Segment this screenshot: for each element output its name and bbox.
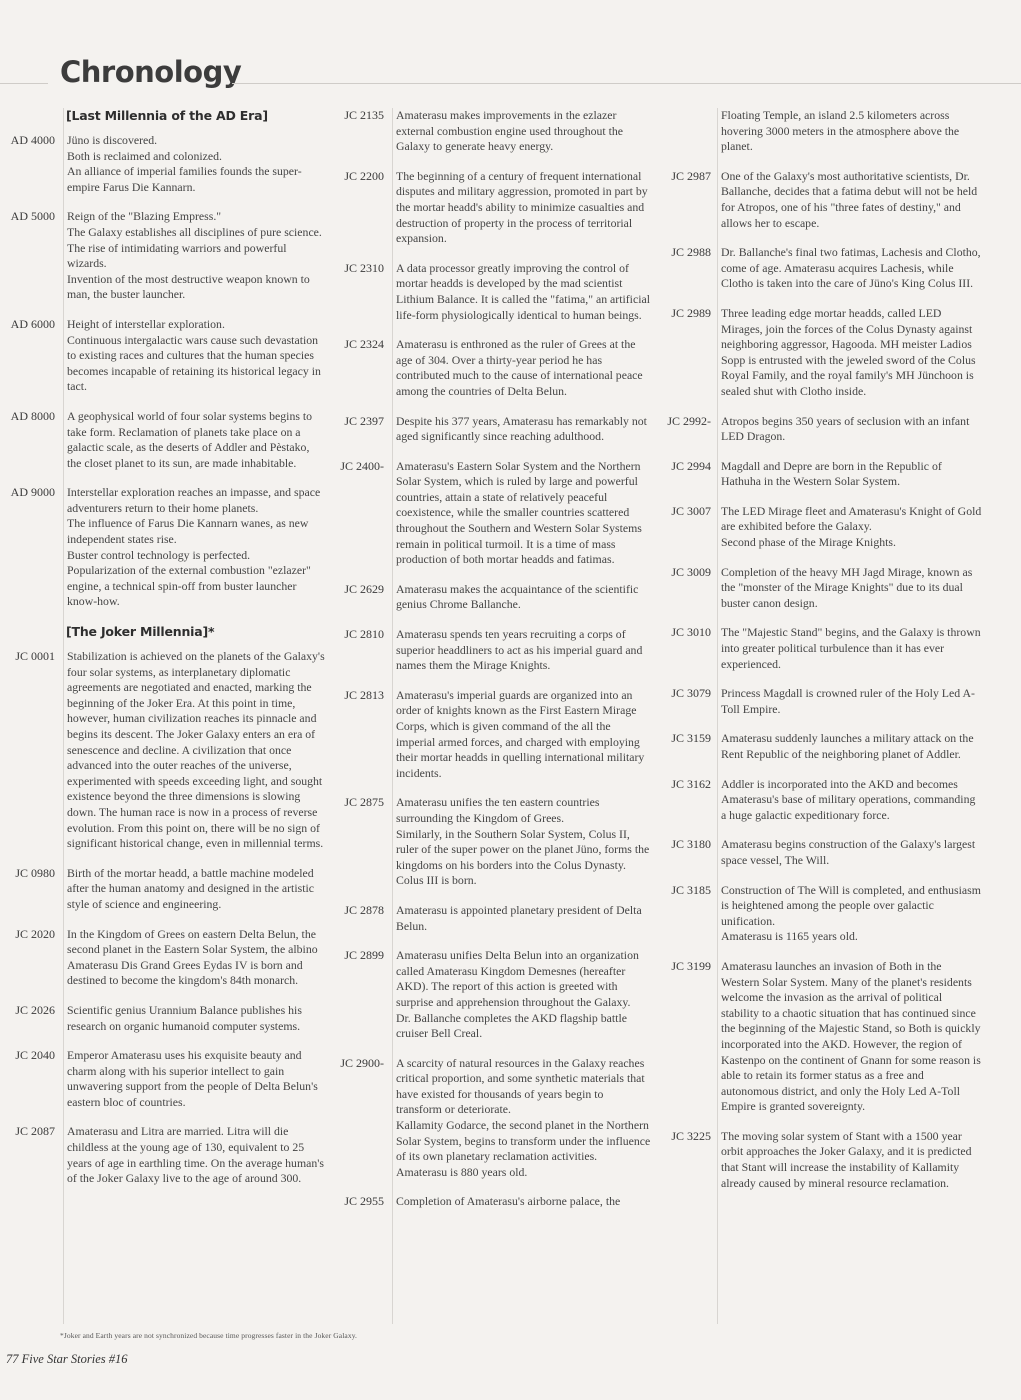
entry-date: JC 2810	[344, 627, 384, 642]
entry-line: Invention of the most destructive weapon known to man, the buster launcher.	[67, 271, 310, 302]
entry-date: JC 2900-	[340, 1055, 384, 1070]
entry-date: JC 3185	[671, 882, 711, 897]
entry-line: Interstellar exploration reaches an impasse, and space adventurers return to their home planets.	[67, 485, 321, 515]
entry-date: JC 3225	[671, 1128, 711, 1143]
entry-line: Amaterasu is 1165 years old.	[721, 929, 858, 944]
timeline-column-1	[0, 108, 326, 1201]
entry-line: Similarly, in the Southern Solar System, Colus II, ruler of the super power on the planet Jüno, forms the kingdoms on his borders into the Colus Dynasty.	[396, 826, 650, 872]
entry-line: Emperor Amaterasu uses his exquisite beauty and charm along with his superior intellect to gain unwavering support from the people of Delta Belun's eastern bloc of countries.	[67, 1048, 318, 1109]
entry-date: JC 2200	[344, 168, 384, 183]
entry-line: Scientific genius Urannium Balance publishes his research on organic humanoid computer systems.	[67, 1002, 302, 1033]
entry-line: The Galaxy establishes all disciplines of pure science.	[67, 224, 322, 239]
footnote: *Joker and Earth years are not synchronized because time progresses faster in the Joker Galaxy.	[60, 1331, 358, 1340]
entry-date: JC 2629	[344, 581, 384, 596]
entry-date: JC 3007	[671, 503, 711, 518]
entry-date: JC 2994	[671, 458, 711, 473]
entry-date: JC 3009	[671, 564, 711, 579]
page-title: Chronology	[60, 55, 242, 89]
entry-line: Amaterasu is 880 years old.	[396, 1164, 528, 1179]
entry-date: JC 2135	[344, 108, 384, 122]
entry-line: Three leading edge mortar headds, called LED Mirages, join the forces of the Colus Dynasty against neighboring aggressor, Hagooda. MH meister Ladios Sopp is entrusted with the jeweled sword of the Colus Royal Family, and the royal family's MH Jünchoon is sealed shut with Clotho inside.	[721, 305, 976, 398]
entry-line: The beginning of a century of frequent international disputes and military aggression, promoted in part by the mortar headd's ability to minimize casualties and destruction of property in the process of territorial expansion.	[396, 168, 648, 246]
entry-date: JC 3180	[671, 837, 711, 852]
entry-date: JC 2987	[671, 168, 711, 183]
entry-line: Magdall and Depre are born in the Republic of Hathuha in the Western Solar System.	[721, 458, 942, 489]
entry-line: Second phase of the Mirage Knights.	[721, 535, 896, 550]
entry-date: JC 2020	[15, 926, 55, 941]
entry-line: Amaterasu's imperial guards are organized into an order of knights known as the First Eastern Mirage Corps, which is given command of the all the imperial armed forces, and charged with employing their mortar headds in quelling international military incidents.	[396, 687, 645, 780]
entry-line: Addler is incorporated into the AKD and becomes Amaterasu's base of military operations, commanding a huge galactic expeditionary force.	[721, 776, 976, 822]
entry-line: Stabilization is achieved on the planets of the Galaxy's four solar systems, as interplanetary diplomatic agreements are negotiated and enacted, marking the beginning of the Joker Era. At this point in time, however, human civilization reaches its pinnacle and begins its descent. The Joker Galaxy enters an era of senescence and decline. A civilization that once advanced into the outer reaches of the universe, experimented with speeds exceeding light, and sought existence beyond the three dimensions is slowing down. The human race is now in a process of reverse evolution. From this point on, there will be no sign of significant historical change, even in millennial terms.	[67, 649, 325, 851]
entry-line: Amaterasu unifies Delta Belun into an organization called Amaterasu Kingdom Demesnes (hereafter AKD). The report of this action is greeted with surprise and apprehension throughout the Galaxy.	[396, 948, 639, 1009]
entry-date: AD 4000	[10, 133, 55, 147]
entry-line: The influence of Farus Die Kannarn wanes, as new independent states rise.	[67, 516, 309, 547]
entry-line: Amaterasu's Eastern Solar System and the Northern Solar System, which is ruled by large and powerful countries, attain a state of relatively peaceful coexistence, while the smaller countries scattered throughout the Southern and Western Solar Systems remain in political turmoil. It is a time of mass production of both mortar headds and fatimas.	[396, 458, 642, 567]
entry-date: JC 0980	[15, 865, 55, 880]
entry-line: Kallamity Godarce, the second planet in the Northern Solar System, begins to transform under the influence of its own planetary reclamation activities.	[396, 1118, 651, 1164]
entry-date: JC 2988	[671, 245, 711, 260]
entry-line: In the Kingdom of Grees on eastern Delta Belun, the second planet in the Eastern Solar System, the albino Amaterasu Dis Grand Grees Eydas IV is born and destined to become the kingdom's 84th monarch.	[67, 926, 318, 988]
entry-line: Buster control technology is perfected.	[67, 547, 251, 562]
entry-date	[660, 108, 719, 155]
column-divider	[63, 108, 327, 1324]
entry-line: Despite his 377 years, Amaterasu has remarkably not aged significantly since reaching adulthood.	[396, 413, 647, 444]
entry-line: Popularization of the external combustion "ezlazer" engine, a technical spin-off from buster launcher know-how.	[67, 563, 311, 609]
entry-line: Completion of the heavy MH Jagd Mirage, known as the "monster of the Mirage Knights" due to its dual buster canon design.	[721, 564, 973, 610]
entry-line: The LED Mirage fleet and Amaterasu's Knight of Gold are exhibited before the Galaxy.	[721, 503, 982, 534]
entry-date: JC 2040	[15, 1048, 55, 1063]
title-rule	[232, 83, 1021, 84]
entry-date: JC 3162	[671, 776, 711, 791]
entry-line: Construction of The Will is completed, and enthusiasm is heightened among the people over galactic unification.	[721, 882, 981, 928]
entry-line: Colus III is born.	[396, 873, 477, 888]
entry-date: JC 2400-	[340, 458, 384, 473]
entry-line: Height of interstellar exploration.	[67, 316, 225, 331]
entry-line: Amaterasu begins construction of the Galaxy's largest space vessel, The Will.	[721, 837, 976, 867]
entry-date: JC 3159	[671, 731, 711, 746]
entry-line: A geophysical world of four solar systems begins to take form. Reclamation of planets take place on a galactic scale, as the deserts of Addler and Pèstako, the closet planet to its sun, are made inhabitable.	[67, 408, 313, 470]
entry-line: Dr. Ballanche completes the AKD flagship battle cruiser Bell Creal.	[396, 1010, 627, 1041]
entry-line: Amaterasu spends ten years recruiting a corps of superior headdliners to act as his imperial guard and names them the Mirage Knights.	[396, 627, 643, 673]
entry-date: JC 2324	[344, 337, 384, 352]
entry-date: JC 2310	[344, 260, 384, 275]
entry-line: Dr. Ballanche's final two fatimas, Lachesis and Clotho, come of age. Amaterasu acquires Lachesis, while Clotho is taken into the care of Jüno's King Colus III.	[721, 245, 981, 291]
entry-line: The "Majestic Stand" begins, and the Galaxy is thrown into greater political turbulence than it has ever experienced.	[721, 625, 981, 671]
entry-line: One of the Galaxy's most authoritative scientists, Dr. Ballanche, decides that a fatima debut will not be held for Atropos, one of his "three fates of destiny," and allows her to escape.	[721, 168, 978, 230]
entry-line: Princess Magdall is crowned ruler of the Holy Led A-Toll Empire.	[721, 686, 975, 716]
entry-date: JC 2992-	[667, 413, 711, 428]
entry-date: JC 3010	[671, 625, 711, 640]
entry-date: JC 2899	[344, 948, 384, 963]
entry-date: AD 9000	[10, 485, 55, 500]
entry-line: Amaterasu and Litra are married. Litra will die childless at the young age of 130, equivalent to 25 years of age in earthling time. On the average human's of the Joker Galaxy live to the age of around 300.	[67, 1124, 324, 1186]
entry-line: Jüno is discovered.	[67, 133, 158, 147]
entry-line: Birth of the mortar headd, a battle machine modeled after the human anatomy and designed in the artistic style of science and engineering.	[67, 865, 314, 911]
entry-date: AD 8000	[10, 408, 55, 423]
entry-date: AD 6000	[10, 316, 55, 331]
entry-line: Atropos begins 350 years of seclusion with an infant LED Dragon.	[721, 413, 970, 444]
timeline-column-3	[660, 108, 982, 1205]
entry-line: Amaterasu is enthroned as the ruler of Grees at the age of 304. Over a thirty-year period he has contributed much to the cause of international peace among the countries of Delta Belun.	[396, 337, 643, 398]
entry-line: Floating Temple, an island 2.5 kilometers across hovering 3000 meters in the atmosphere above the planet.	[721, 108, 960, 154]
entry-line: The moving solar system of Stant with a 1500 year orbit approaches the Joker Galaxy, and it is predicted that Stant will increase the instability of Kallamity already caused by mineral resource reclamation.	[721, 1128, 972, 1190]
entry-date: JC 3199	[671, 958, 711, 973]
entry-line: Amaterasu suddenly launches a military attack on the Rent Republic of the neighboring planet of Addler.	[721, 731, 974, 761]
entry-line: Amaterasu is appointed planetary president of Delta Belun.	[396, 902, 642, 933]
entry-line: The rise of intimidating warriors and powerful wizards.	[67, 240, 287, 271]
entry-line: Amaterasu makes the acquaintance of the scientific genius Chrome Ballanche.	[396, 581, 639, 612]
entry-line: Reign of the "Blazing Empress."	[67, 209, 222, 224]
entry-date: JC 2813	[344, 687, 384, 702]
entry-date: JC 2087	[15, 1124, 55, 1139]
entry-line: A data processor greatly improving the control of mortar headds is developed by the mad scientist Lithium Balance. It is called the "fatima," an artificial life-form physiologically identical to human beings.	[396, 260, 650, 322]
title-rule	[0, 83, 48, 84]
entry-date: JC 0001	[15, 649, 55, 664]
timeline-column-2	[330, 108, 652, 1224]
entry-line: Continuous intergalactic wars cause such devastation to existing races and cultures that the human species becomes incapable of retaining its historical legacy in tact.	[67, 332, 321, 394]
column-divider	[717, 108, 978, 1324]
page-credit: 77 Five Star Stories #16	[6, 1352, 128, 1366]
entry-date: JC 2875	[344, 795, 384, 810]
section-heading: [Last Millennia of the AD Era]	[66, 108, 268, 123]
entry-line: Amaterasu makes improvements in the ezlazer external combustion engine used throughout the Galaxy to generate heavy energy.	[396, 108, 624, 154]
entry-line: Completion of Amaterasu's airborne palace, the	[396, 1194, 621, 1209]
section-heading: [The Joker Millennia]*	[66, 624, 215, 640]
entry-line: Amaterasu launches an invasion of Both in the Western Solar System. Many of the planet's residents welcome the invasion as the arrival of political stability to a chaotic situation that has continued since the beginning of the Majestic Stand, so Both is quickly incorporated into the AKD. However, the region of Kastenpo on the continent of Gnann for some reason is able to retain its former status as a free and autonomous district, and only the Holy Led A-Toll Empire is granted sovereignty.	[721, 958, 981, 1114]
entry-date: AD 5000	[10, 209, 55, 224]
entry-date: JC 2955	[344, 1194, 384, 1209]
entry-line: Amaterasu unifies the ten eastern countries surrounding the Kingdom of Grees.	[396, 795, 600, 825]
entry-line: An alliance of imperial families founds the super-empire Farus Die Kannarn.	[67, 164, 302, 194]
entry-date: JC 3079	[671, 686, 711, 701]
column-divider	[392, 108, 651, 1324]
entry-date: JC 2397	[344, 413, 384, 428]
entry-date: JC 2026	[15, 1002, 55, 1017]
entry-line: A scarcity of natural resources in the Galaxy reaches critical proportion, and some synthetic materials that have existed for thousands of years begin to transform or deteriorate.	[396, 1055, 645, 1117]
entry-date: JC 2989	[671, 305, 711, 320]
entry-line: Both is reclaimed and colonized.	[67, 148, 222, 163]
entry-date: JC 2878	[344, 902, 384, 917]
